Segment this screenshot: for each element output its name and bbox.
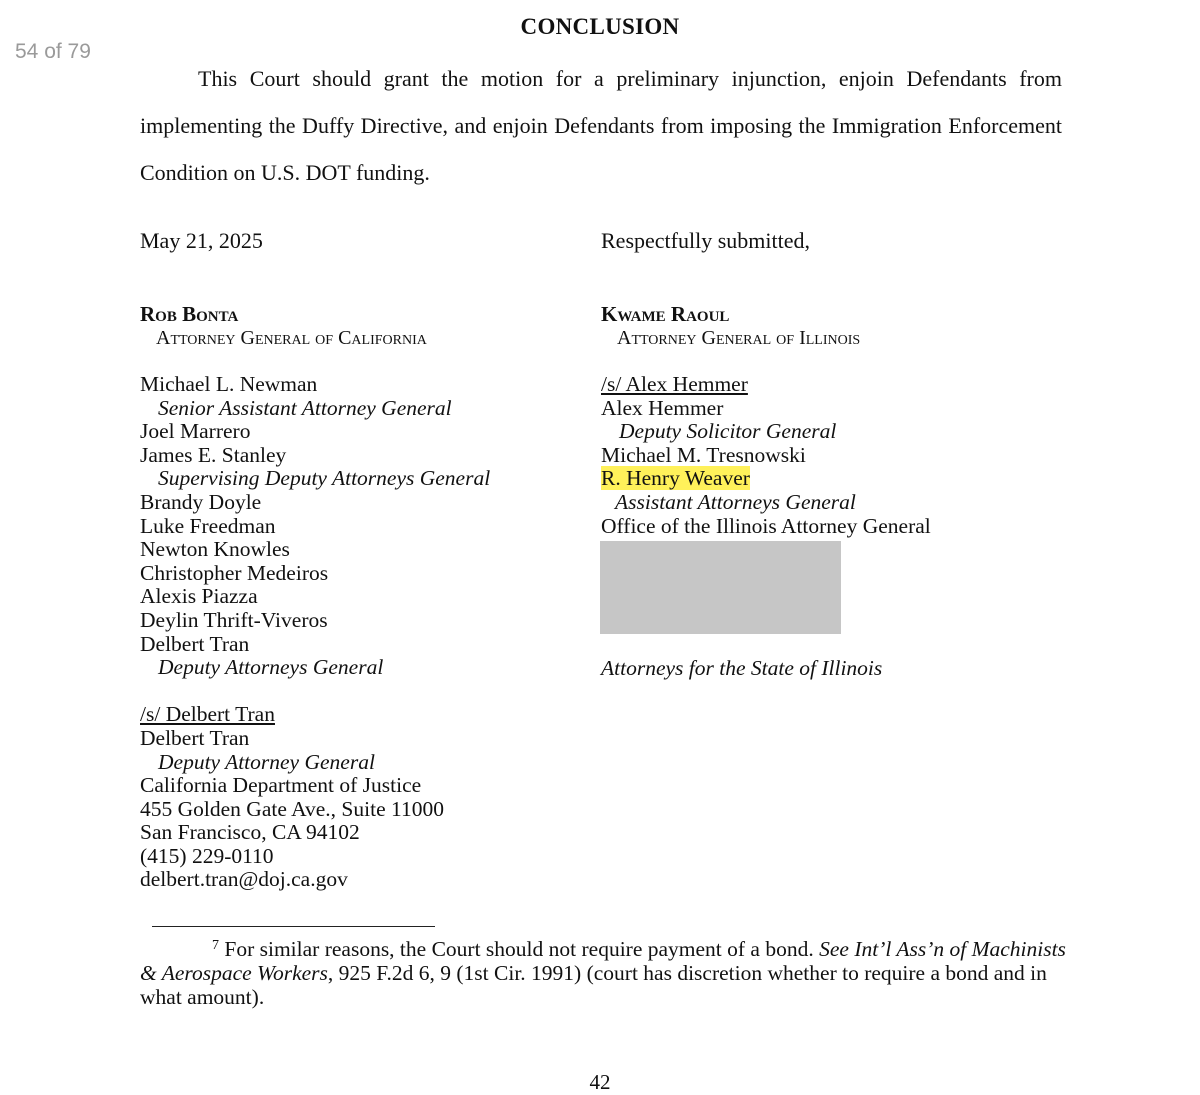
footnote-citation: See Int’l Ass’n of Machinists & Aerospace Workers	[140, 937, 1066, 985]
footnote-text: For similar reasons, the Court should not require payment of a bond.	[224, 937, 814, 961]
footnote-number: 7	[212, 938, 219, 953]
signer-name: Delbert Tran	[140, 725, 250, 750]
highlight-mark: R. Henry Weaver	[601, 466, 750, 491]
signer-title: Deputy Attorney General	[158, 749, 375, 774]
attorney-name: James E. Stanley	[140, 442, 287, 467]
attorney-title: Deputy Solicitor General	[619, 419, 837, 444]
highlighted-attorney-name	[601, 467, 931, 491]
attorney-name: Alexis Piazza	[140, 584, 258, 609]
footnote	[140, 934, 1070, 1009]
page-indicator: 54 of 79	[15, 40, 91, 63]
office-name: California Department of Justice	[140, 773, 422, 798]
california-ag-title: Attorney General of California	[156, 327, 427, 349]
california-signature-block	[140, 373, 490, 892]
attorneys-for-illinois: Attorneys for the State of Illinois	[601, 656, 883, 680]
attorney-name: Delbert Tran	[140, 631, 250, 656]
attorney-name: Joel Marrero	[140, 419, 251, 444]
attorney-name: Christopher Medeiros	[140, 560, 329, 585]
attorney-title: Senior Assistant Attorney General	[158, 395, 452, 420]
footnote-text-end: , 925 F.2d 6, 9 (1st Cir. 1991) (court has discretion whether to require a bond and in what amount).	[140, 961, 1047, 1009]
illinois-ag-name: Kwame Raoul	[601, 302, 730, 326]
attorney-title: Deputy Attorneys General	[158, 655, 384, 680]
attorney-name: Brandy Doyle	[140, 489, 262, 514]
attorney-name: Michael M. Tresnowski	[601, 442, 806, 467]
address-line-1: 455 Golden Gate Ave., Suite 11000	[140, 796, 444, 821]
illinois-signature: /s/ Alex Hemmer	[601, 372, 748, 396]
address-line-2: San Francisco, CA 94102	[140, 820, 360, 845]
attorney-name: Deylin Thrift-Viveros	[140, 607, 328, 632]
office-name: Office of the Illinois Attorney General	[601, 513, 931, 538]
attorney-name: Newton Knowles	[140, 537, 290, 562]
closing-line: Respectfully submitted,	[601, 228, 810, 253]
attorney-title: Supervising Deputy Attorneys General	[158, 466, 491, 491]
section-heading: CONCLUSION	[520, 14, 680, 39]
california-signature: /s/ Delbert Tran	[140, 702, 275, 727]
filing-date: May 21, 2025	[140, 228, 263, 253]
illinois-signature-block	[601, 373, 931, 538]
attorney-title: Assistant Attorneys General	[615, 489, 856, 514]
footnote-divider	[152, 926, 435, 927]
page-number: 42	[589, 1070, 611, 1094]
attorney-name: Michael L. Newman	[140, 372, 318, 396]
phone-number: (415) 229-0110	[140, 843, 274, 868]
email-address: delbert.tran@doj.ca.gov	[140, 867, 348, 892]
redaction-box	[600, 541, 841, 634]
attorney-name: Luke Freedman	[140, 513, 276, 538]
illinois-ag-title: Attorney General of Illinois	[617, 327, 861, 349]
california-ag-name: Rob Bonta	[140, 302, 239, 326]
attorney-name: Alex Hemmer	[601, 395, 724, 420]
conclusion-paragraph: This Court should grant the motion for a preliminary injunction, enjoin Defendants from implementing the Duffy Directive, and enjoin Defendants from imposing the Immigration Enforcement Condition on U.S. DOT funding.	[140, 66, 1062, 185]
